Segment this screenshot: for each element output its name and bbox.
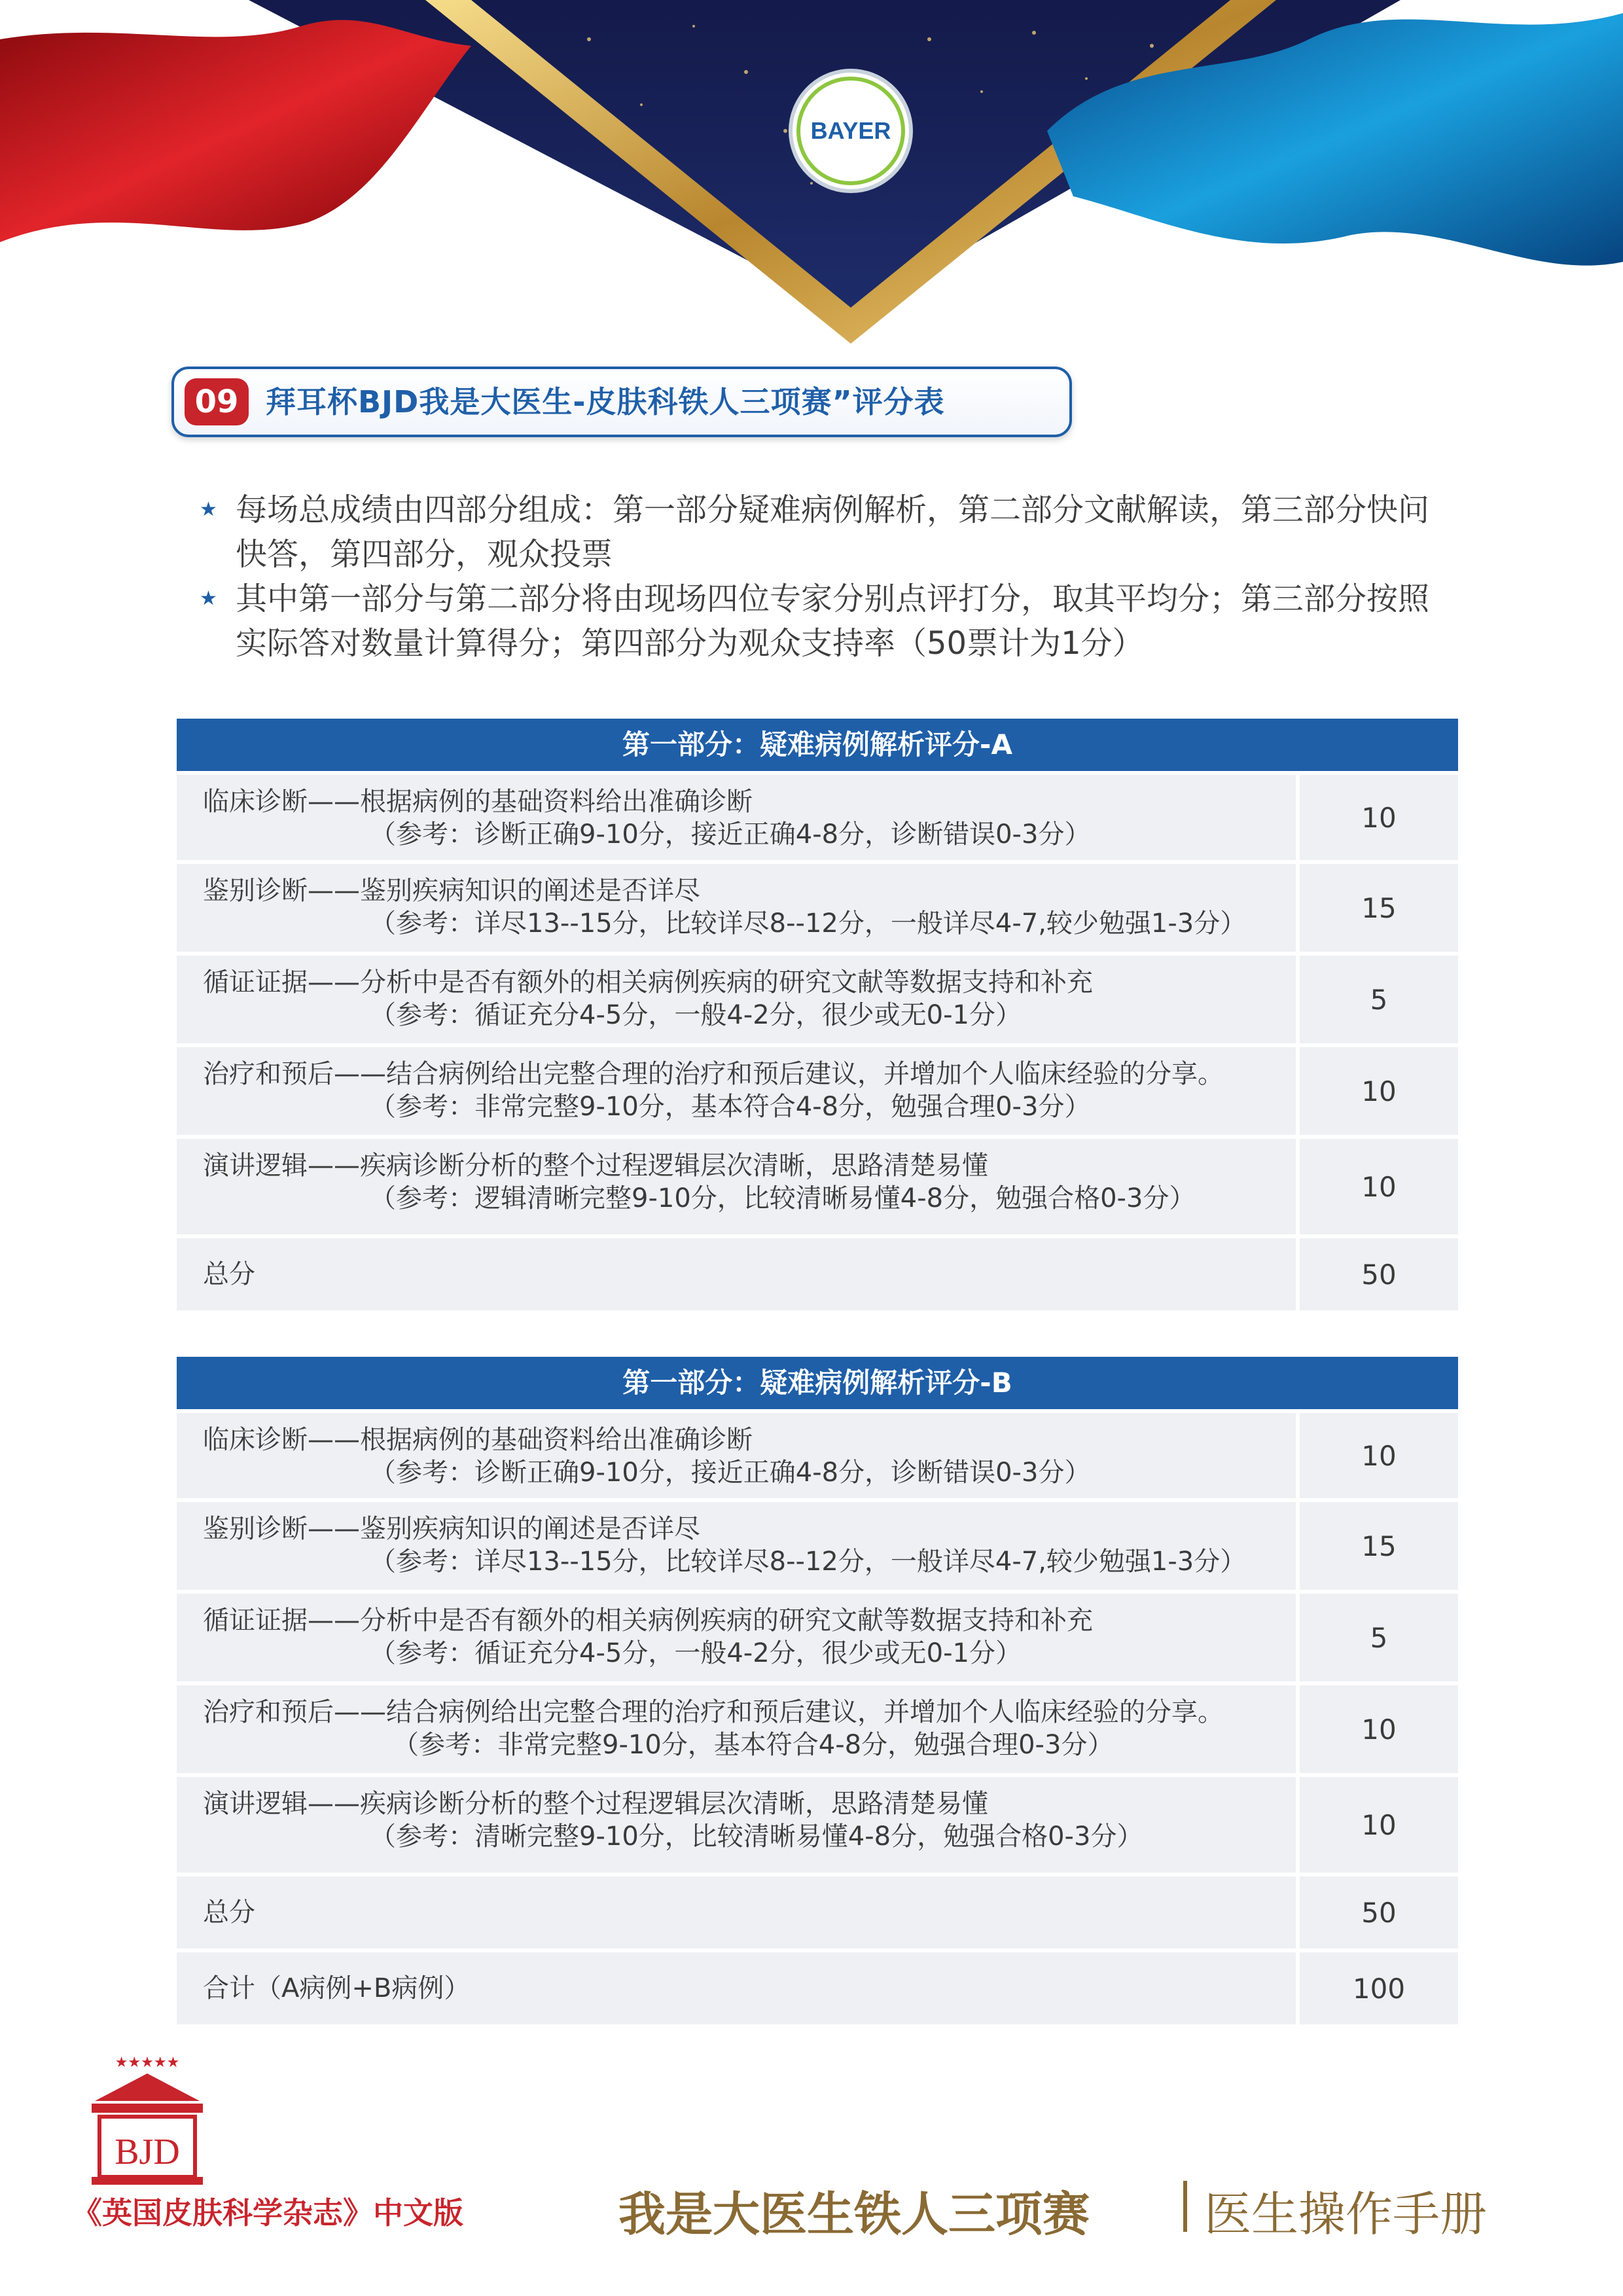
- score-cell: 10: [1300, 1777, 1458, 1873]
- criterion-cell: [177, 1502, 1296, 1590]
- table-row: [177, 1685, 1458, 1773]
- table-row: [177, 956, 1458, 1043]
- bullet-item: [200, 488, 1456, 577]
- criterion-reference: （参考：非常完整9-10分，基本符合4-8分，勉强合理0-3分）: [370, 1092, 1091, 1122]
- total-row: [177, 1876, 1458, 1948]
- criterion-cell: [177, 1594, 1296, 1681]
- criterion-text: 鉴别诊断——鉴别疾病知识的阐述是否详尽: [203, 876, 700, 906]
- score-cell: 10: [1300, 1685, 1458, 1773]
- banner-artwork: [0, 0, 1623, 367]
- score-cell: 10: [1300, 1139, 1458, 1234]
- bjd-logo: [85, 2049, 209, 2186]
- footer-subtitle: 医生操作手册: [1204, 2187, 1488, 2242]
- criterion-text: 临床诊断——根据病例的基础资料给出准确诊断: [203, 787, 753, 817]
- score-cell: 15: [1300, 864, 1458, 952]
- journal-name: 《英国皮肤科学杂志》中文版: [72, 2195, 463, 2231]
- score-cell: 5: [1300, 956, 1458, 1043]
- criterion-reference: （参考：逻辑清晰完整9-10分，比较清晰易懂4-8分，勉强合格0-3分）: [370, 1183, 1196, 1213]
- header-banner: [0, 0, 1623, 367]
- total-label: 总分: [177, 1876, 1296, 1948]
- bullet-text: 其中第一部分与第二部分将由现场四位专家分别点评打分，取其平均分；第三部分按照实际答对数量计算得分；第四部分为观众支持率（50票计为1分）: [236, 581, 1430, 662]
- criterion-text: 鉴别诊断——鉴别疾病知识的阐述是否详尽: [203, 1514, 700, 1544]
- criterion-cell: [177, 956, 1296, 1043]
- criterion-text: 演讲逻辑——疾病诊断分析的整个过程逻辑层次清晰，思路清楚易懂: [203, 1789, 988, 1819]
- score-cell: 5: [1300, 1594, 1458, 1681]
- total-label: 总分: [177, 1238, 1296, 1310]
- total-row: [177, 1238, 1458, 1310]
- table-row: [177, 1413, 1458, 1498]
- criterion-reference: （参考：详尽13--15分，比较详尽8--12分，一般详尽4-7,较少勉强1-3分）: [370, 1547, 1247, 1577]
- criterion-cell: [177, 775, 1296, 860]
- score-table-a: [177, 719, 1458, 1310]
- score-cell: 15: [1300, 1502, 1458, 1590]
- bayer-logo-text: BAYER: [810, 117, 891, 144]
- section-title: 拜耳杯BJD我是大医生-皮肤科铁人三项赛”评分表: [266, 384, 945, 420]
- table-row: [177, 1502, 1458, 1590]
- criterion-text: 治疗和预后——结合病例给出完整合理的治疗和预后建议，并增加个人临床经验的分享。: [203, 1697, 1224, 1727]
- criterion-cell: [177, 1047, 1296, 1135]
- table-row: [177, 864, 1458, 952]
- svg-text:★★★★★: ★★★★★: [115, 2054, 180, 2071]
- criterion-cell: [177, 1777, 1296, 1873]
- table-row: [177, 1594, 1458, 1681]
- criterion-reference: （参考：诊断正确9-10分，接近正确4-8分，诊断错误0-3分）: [370, 1458, 1091, 1488]
- criterion-reference: （参考：循证充分4-5分，一般4-2分，很少或无0-1分）: [370, 1000, 1022, 1030]
- footer-divider: [1183, 2181, 1187, 2232]
- score-cell: 10: [1300, 1047, 1458, 1135]
- star-bullet-icon: ★: [200, 587, 217, 610]
- total-score: 50: [1300, 1876, 1458, 1948]
- criterion-text: 循证证据——分析中是否有额外的相关病例疾病的研究文献等数据支持和补充: [203, 1605, 1093, 1636]
- bullet-text: 每场总成绩由四部分组成：第一部分疑难病例解析，第二部分文献解读，第三部分快问快答，第四部分，观众投票: [236, 492, 1430, 573]
- star-bullet-icon: ★: [200, 498, 217, 521]
- bullet-item: [200, 577, 1456, 666]
- criterion-reference: （参考：清晰完整9-10分，比较清晰易懂4-8分，勉强合格0-3分）: [370, 1821, 1143, 1852]
- criterion-reference: （参考：循证充分4-5分，一般4-2分，很少或无0-1分）: [370, 1638, 1022, 1668]
- criterion-text: 演讲逻辑——疾病诊断分析的整个过程逻辑层次清晰，思路清楚易懂: [203, 1151, 988, 1181]
- criterion-reference: （参考：诊断正确9-10分，接近正确4-8分，诊断错误0-3分）: [370, 819, 1091, 850]
- criterion-text: 临床诊断——根据病例的基础资料给出准确诊断: [203, 1425, 753, 1455]
- sum-score: 100: [1300, 1952, 1458, 2024]
- table-row: [177, 775, 1458, 860]
- table-header: 第一部分：疑难病例解析评分-A: [177, 719, 1458, 771]
- bjd-logo-text: BJD: [115, 2132, 180, 2172]
- red-ribbon: [0, 20, 471, 242]
- total-score: 50: [1300, 1238, 1458, 1310]
- intro-bullets: [200, 488, 1456, 666]
- criterion-cell: [177, 1685, 1296, 1773]
- table-row: [177, 1139, 1458, 1234]
- score-cell: 10: [1300, 775, 1458, 860]
- score-cell: 10: [1300, 1413, 1458, 1498]
- section-title-box: [171, 367, 1072, 437]
- criterion-cell: [177, 1413, 1296, 1498]
- footer-title: 我是大医生铁人三项赛: [618, 2187, 1090, 2242]
- criterion-reference: （参考：非常完整9-10分，基本符合4-8分，勉强合理0-3分）: [393, 1730, 1114, 1760]
- bjd-building-icon: [85, 2049, 209, 2186]
- criterion-text: 治疗和预后——结合病例给出完整合理的治疗和预后建议，并增加个人临床经验的分享。: [203, 1059, 1224, 1089]
- criterion-text: 循证证据——分析中是否有额外的相关病例疾病的研究文献等数据支持和补充: [203, 967, 1093, 997]
- bayer-logo-icon: [791, 71, 911, 191]
- sum-row: [177, 1952, 1458, 2024]
- criterion-reference: （参考：详尽13--15分，比较详尽8--12分，一般详尽4-7,较少勉强1-3分）: [370, 908, 1247, 939]
- table-header: 第一部分：疑难病例解析评分-B: [177, 1357, 1458, 1409]
- section-number-badge: 09: [185, 378, 249, 425]
- table-row: [177, 1777, 1458, 1873]
- sum-label: 合计（A病例+B病例）: [177, 1952, 1296, 2024]
- score-table-b: [177, 1357, 1458, 2024]
- criterion-cell: [177, 864, 1296, 952]
- criterion-cell: [177, 1139, 1296, 1234]
- table-row: [177, 1047, 1458, 1135]
